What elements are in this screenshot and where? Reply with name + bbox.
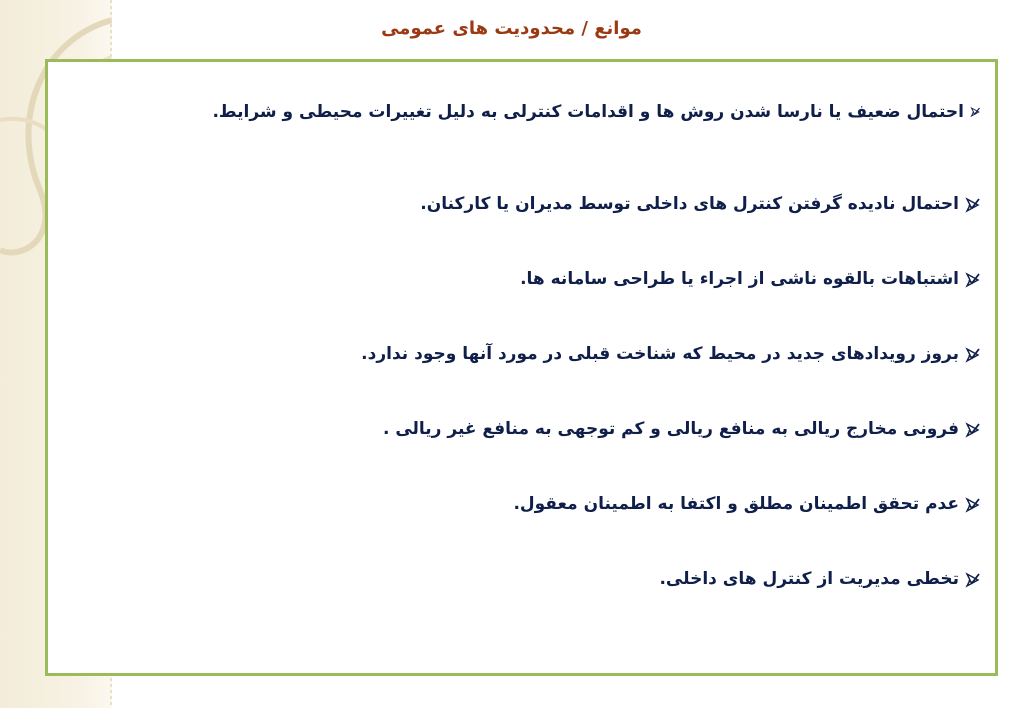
bullet-text: عدم تحقق اطمینان مطلق و اکتفا به اطمینان معقول. xyxy=(513,494,959,515)
bullet-text: تخطی مدیریت از کنترل های داخلی. xyxy=(659,569,959,590)
bullet-text: اشتباهات بالقوه ناشی از اجراء یا طراحی سامانه ها. xyxy=(520,269,959,290)
bullet-list xyxy=(62,92,981,617)
check-arrow-icon xyxy=(965,421,981,439)
list-item xyxy=(62,392,981,467)
check-arrow-icon xyxy=(970,106,981,118)
list-item xyxy=(62,542,981,617)
content-frame xyxy=(45,59,998,676)
list-item xyxy=(62,317,981,392)
list-item xyxy=(62,92,981,132)
check-arrow-icon xyxy=(965,271,981,289)
list-item xyxy=(62,242,981,317)
check-arrow-icon xyxy=(965,571,981,589)
slide-title: موانع / محدودیت های عمومی xyxy=(381,18,642,39)
bullet-text: بروز رویدادهای جدید در محیط که شناخت قبلی در مورد آنها وجود ندارد. xyxy=(361,344,959,365)
list-item xyxy=(62,167,981,242)
bullet-text: فرونی مخارج ریالی به منافع ریالی و کم توجهی به منافع غیر ریالی . xyxy=(382,419,959,440)
check-arrow-icon xyxy=(965,346,981,364)
bullet-text: احتمال ضعیف یا نارسا شدن روش ها و اقدامات کنترلی به دلیل تغییرات محیطی و شرایط. xyxy=(212,101,964,122)
check-arrow-icon xyxy=(965,496,981,514)
check-arrow-icon xyxy=(965,196,981,214)
bullet-text: احتمال نادیده گرفتن کنترل های داخلی توسط مدیران یا کارکنان. xyxy=(420,194,959,215)
list-item xyxy=(62,467,981,542)
